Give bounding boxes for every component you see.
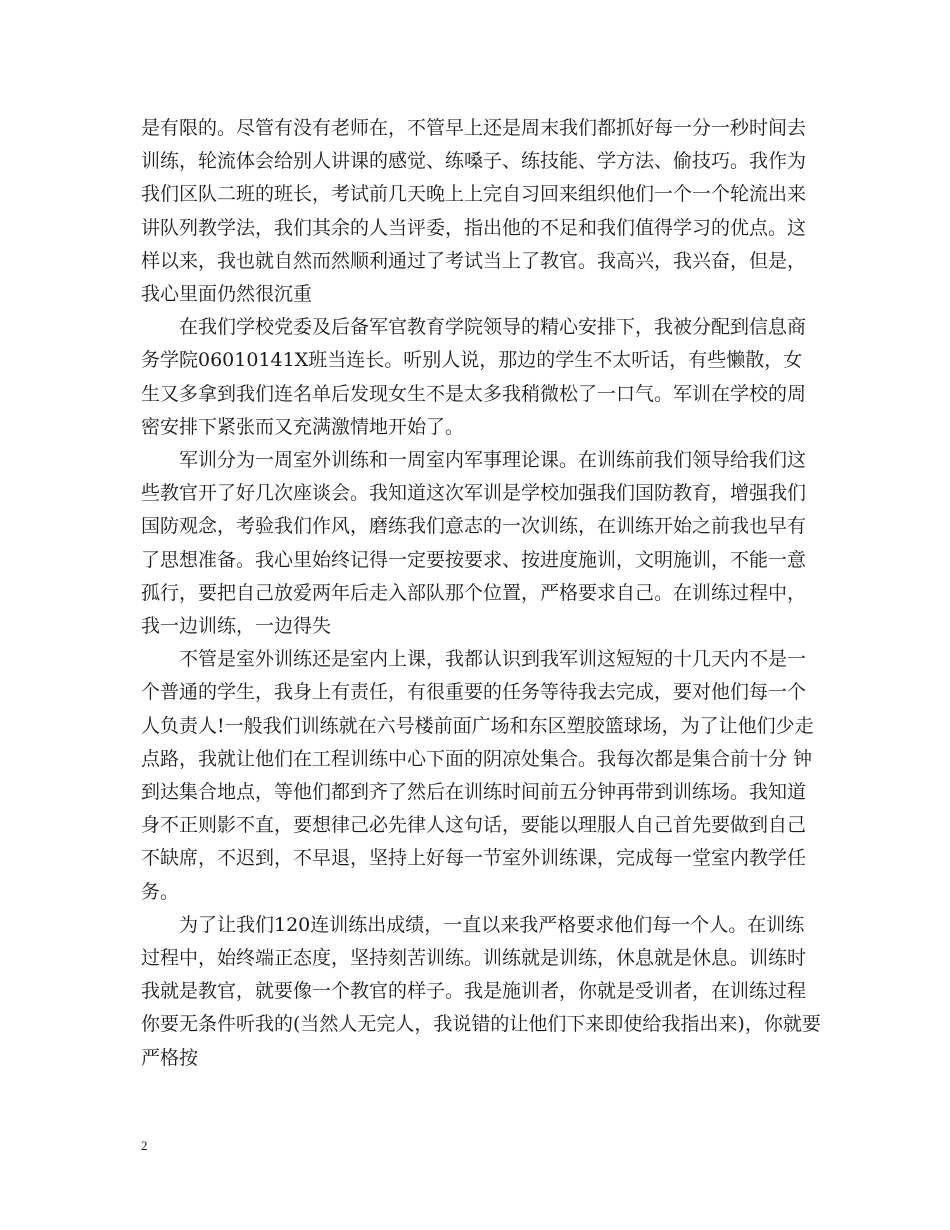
body-text (141, 112, 821, 1075)
paragraph-2: 在我们学校党委及后备军官教育学院领导的精心安排下，我被分配到信息商务学院06010141X班当连长。听别人说，那边的学生不太听话，有些懒散，女生又多拿到我们连名单后发现女生不是太多我稍微松了一口气。军训在学校的周密安排下紧张而又充满激情地开始了。 (141, 316, 807, 438)
paragraph-5: 为了让我们120连训练出成绩，一直以来我严格要求他们每一个人。在训练过程中，始终端正态度，坚持刻苦训练。训练就是训练，休息就是休息。训练时我就是教官，就要像一个教官的样子。我是施训者，你就是受训者，在训练过程你要无条件听我的(当然人无完人，我说错的让他们下来即使给我指出来)，你就要严格按 (141, 913, 821, 1069)
paragraph-3: 军训分为一周室外训练和一周室内军事理论课。在训练前我们领导给我们这些教官开了好几次座谈会。我知道这次军训是学校加强我们国防教育，增强我们国防观念，考验我们作风，磨练我们意志的一次训练，在训练开始之前我也早有了思想准备。我心里始终记得一定要按要求、按进度施训，文明施训，不能一意孤行，要把自己放爱两年后走入部队那个位置，严格要求自己。在训练过程中，我一边训练，一边得失 (141, 449, 807, 638)
page-number: 2 (141, 1138, 148, 1153)
paragraph-1: 是有限的。尽管有没有老师在，不管早上还是周末我们都抓好每一分一秒时间去训练，轮流体会给别人讲课的感觉、练嗓子、练技能、学方法、偷技巧。我作为我们区队二班的班长，考试前几天晚上上完自习回来组织他们一个一个轮流出来讲队列教学法，我们其余的人当评委，指出他的不足和我们值得学习的优点。这样以来，我也就自然而然顺利通过了考试当上了教官。我高兴，我兴奋，但是，我心里面仍然很沉重 (141, 117, 807, 306)
paragraph-4: 不管是室外训练还是室内上课，我都认识到我军训这短短的十几天内不是一个普通的学生，我身上有责任，有很重要的任务等待我去完成，要对他们每一个人负责人!一般我们训练就在六号楼前面广场和东区塑胶篮球场，为了让他们少走点路，我就让他们在工程训练中心下面的阴凉处集合。我每次都是集合前十分 钟到达集合地点，等他们都到齐了然后在训练时间前五分钟再带到训练场。我知道身不正则影不直，要想律己必先律人这句话，要能以理服人自己首先要做到自己不缺席，不迟到，不早退，坚持上好每一节室外训练课，完成每一堂室内教学任务。 (141, 648, 814, 903)
